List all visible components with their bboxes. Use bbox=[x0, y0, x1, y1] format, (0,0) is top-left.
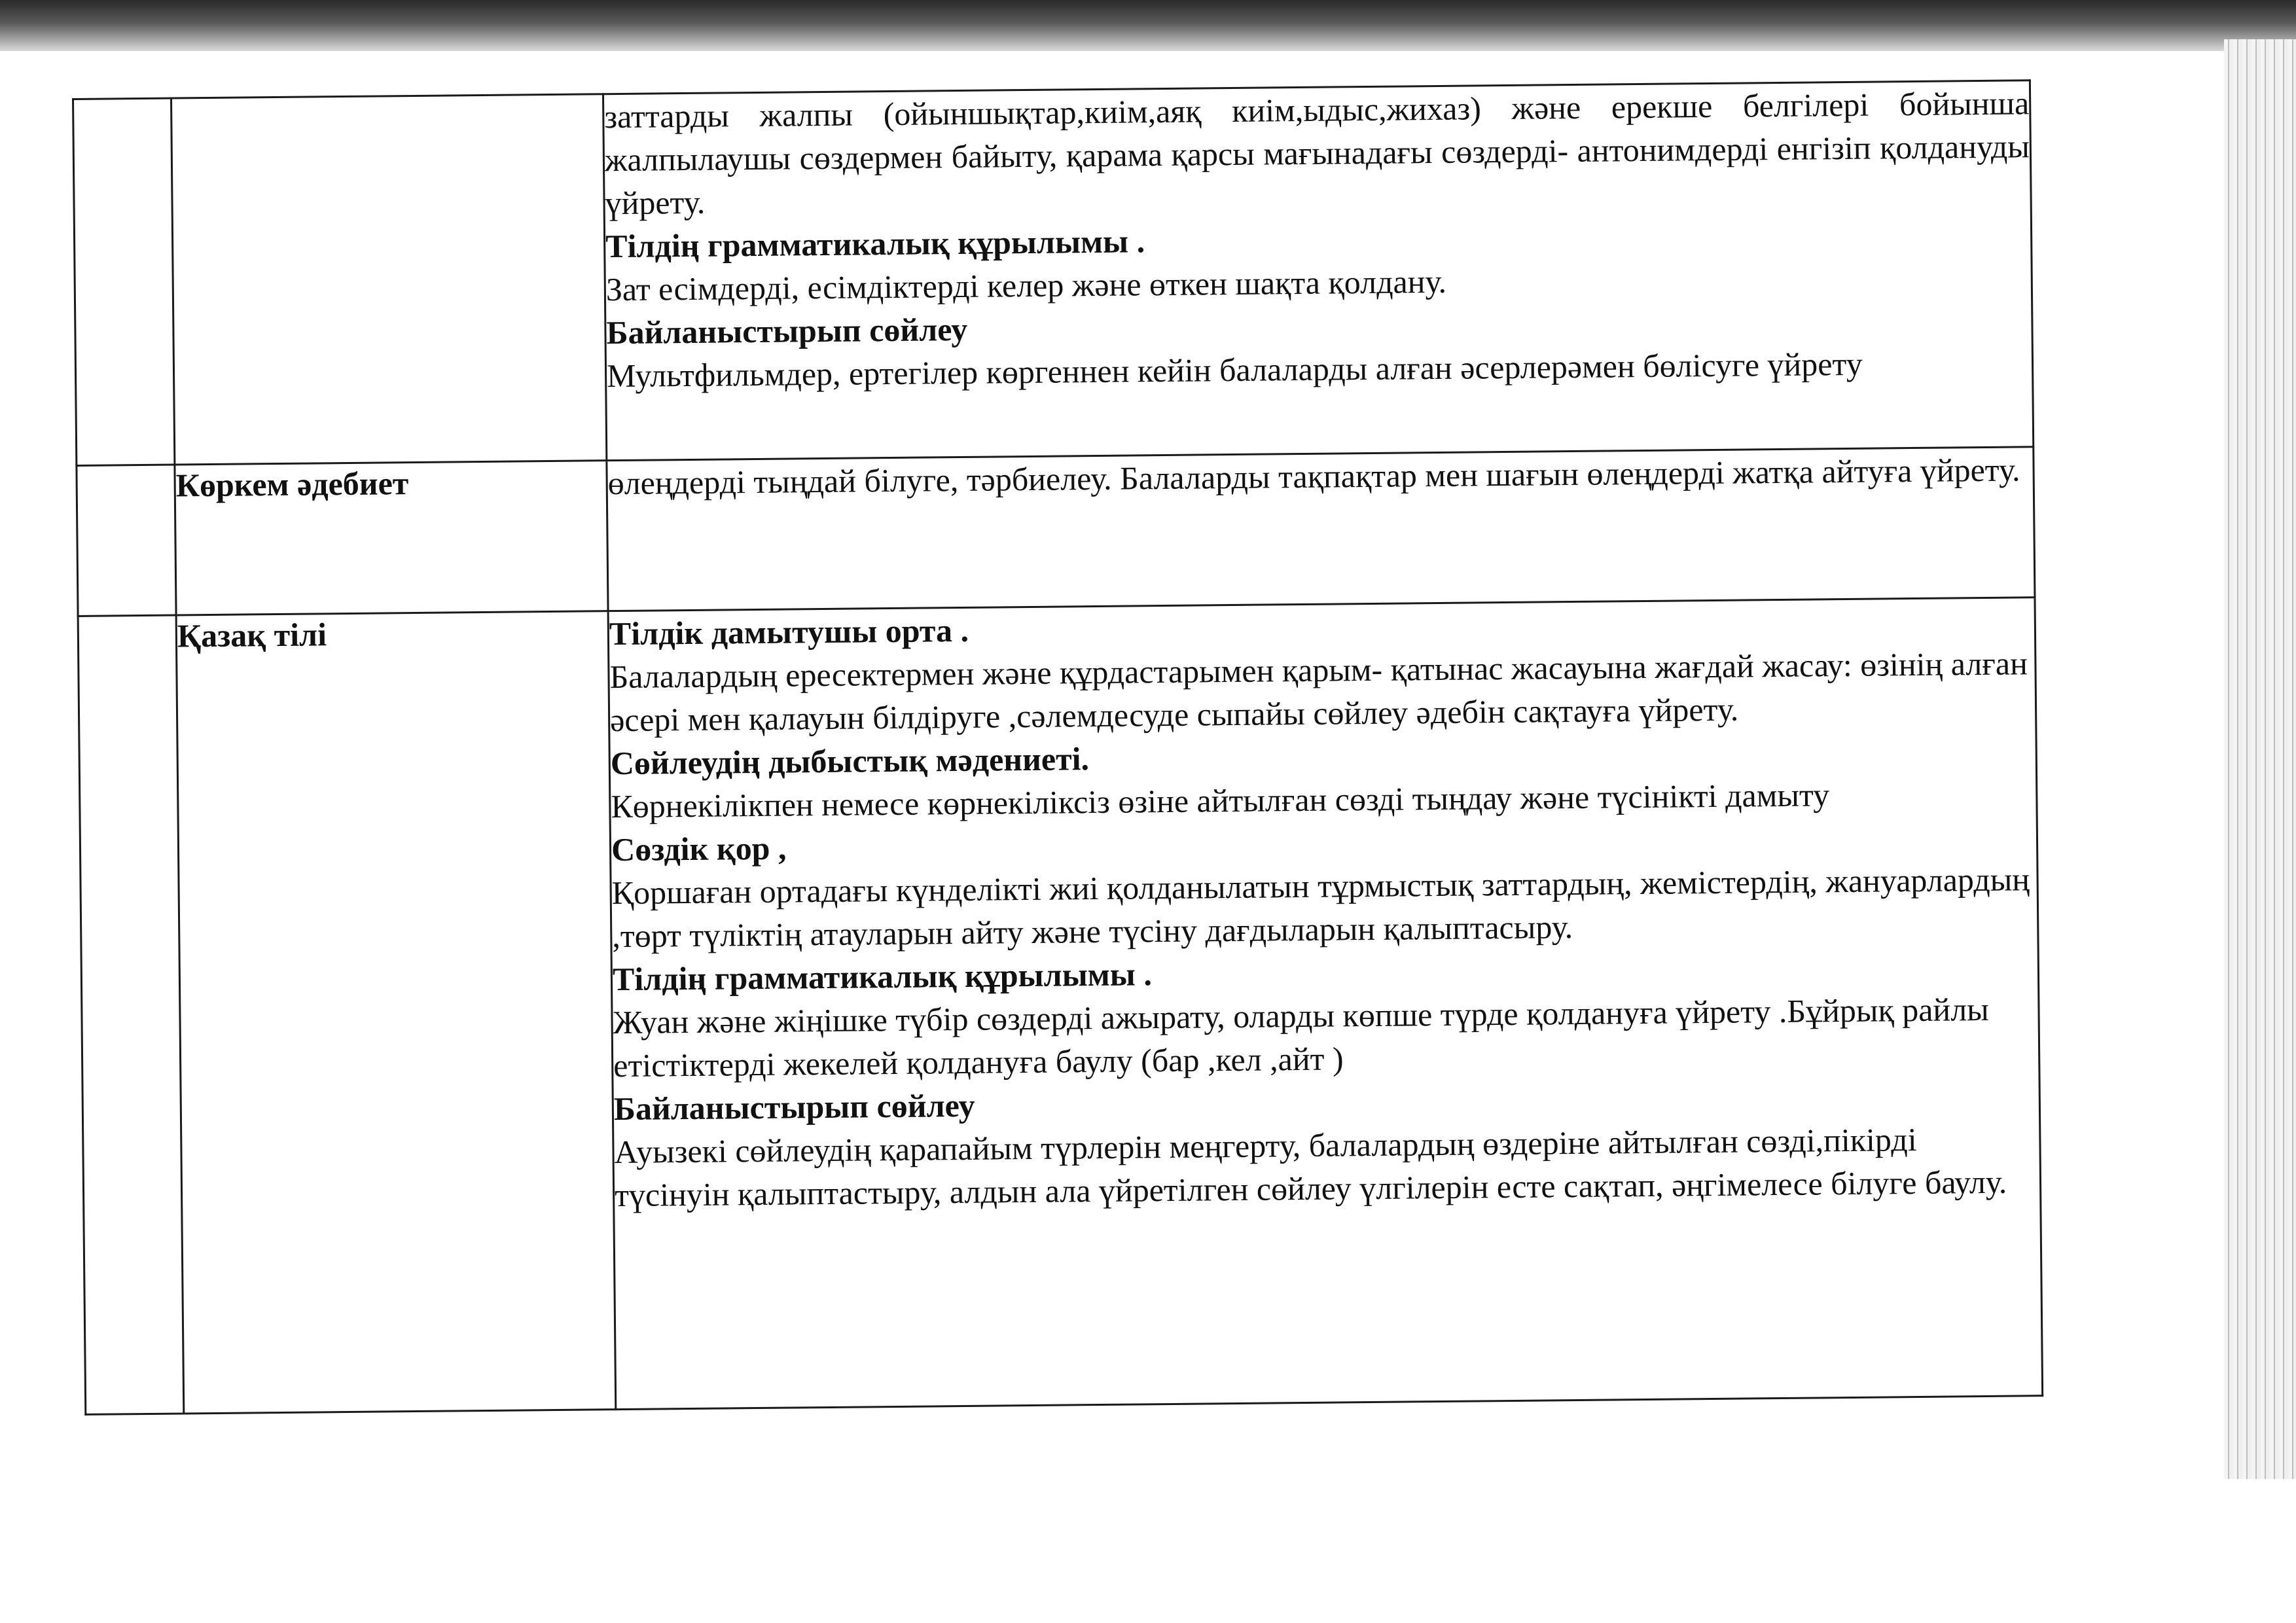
section-heading: Байланыстырып сөйлеу bbox=[606, 310, 968, 351]
content-paragraph: өлеңдерді тыңдай білуге, тәрбиелеу. Балаларды тақпақтар мен шағын өлеңдерді жатқа айтуға үйрету. bbox=[607, 451, 2020, 502]
document-page bbox=[72, 84, 2049, 1499]
table-row bbox=[77, 447, 2035, 616]
section-heading: Тілдің грамматикалық құрылымы . bbox=[612, 955, 1153, 998]
content-cell bbox=[603, 80, 2033, 461]
content-paragraph: Мультфильмдер, ертегілер көргеннен кейін балаларды алған әсерлерәмен бөлісуге үйрету bbox=[606, 345, 1863, 395]
table-row bbox=[73, 80, 2034, 466]
content-paragraph: Көрнекілікпен немесе көрнекіліксіз өзіне айтылған сөзді тыңдау және түсінікті дамыту bbox=[611, 776, 1830, 825]
section-heading: Байланыстырып сөйлеу bbox=[613, 1086, 975, 1128]
scan-shadow bbox=[0, 0, 2296, 51]
content-paragraph: Ауызекі сөйлеудің қарапайым түрлерін меңгерту, балалардың өздеріне айтылған сөзді,пікірді түсінуін қалыптастыру, алдын ала үйретілген сөйлеу үлгілерін есте сақтап, әңгімелесе білуге баулу. bbox=[614, 1121, 2007, 1214]
section-heading: Сөздік қор , bbox=[611, 829, 787, 868]
section-heading: Тілдік дамытушы орта . bbox=[609, 611, 969, 652]
section-heading: Сөйлеудің дыбыстық мәдениеті. bbox=[610, 740, 1090, 782]
content-paragraph: Қоршаған ортадағы күнделікті жиі қолданылатын тұрмыстық заттардың, жемістердің, жануарлардың ,төрт түліктің атауларын айту және түсіну дағдыларын қалыптасыру. bbox=[611, 861, 2030, 955]
section-heading: Тілдің грамматикалық құрылымы . bbox=[605, 223, 1145, 265]
margin-cell bbox=[73, 98, 175, 465]
content-paragraph: Балалардың ересектермен және құрдастарымен қарым- қатынас жасауына жағдай жасау: өзінің алған әсері мен қалауын білдіруге ,сәлемдесуде сыпайы сөйлеу әдебін сақтауға үйрету. bbox=[609, 645, 2028, 739]
content-cell bbox=[608, 597, 2043, 1410]
content-paragraph: Жуан және жіңішке түбір сөздерді ажырату, оларды көпше түрде қолдануға үйрету .Бұйрық райлы етістіктерді жекелей қолдануға баулу (бар ,кел ,айт ) bbox=[613, 990, 1989, 1084]
table-row bbox=[78, 597, 2043, 1415]
subject-cell: Қазақ тілі bbox=[176, 611, 616, 1414]
subject-cell: Көркем әдебиет bbox=[175, 461, 608, 615]
curriculum-table bbox=[72, 79, 2043, 1416]
margin-cell bbox=[77, 465, 176, 616]
content-paragraph: Зат есімдерді, есімдіктерді келер және өткен шақта қолдану. bbox=[605, 262, 1447, 308]
book-page-edges bbox=[2224, 39, 2296, 1479]
content-paragraph: заттарды жалпы (ойыншықтар,киім,аяқ киім,ыдыс,жихаз) және ерекше белгілері бойынша жалпылаушы сөздермен байыту, қарама қарсы мағынадағы сөздерді- антонимдерді енгізіп қолдануды үйрету. bbox=[604, 84, 2030, 222]
subject-cell bbox=[171, 94, 607, 465]
content-cell bbox=[607, 447, 2035, 611]
margin-cell bbox=[78, 615, 184, 1414]
